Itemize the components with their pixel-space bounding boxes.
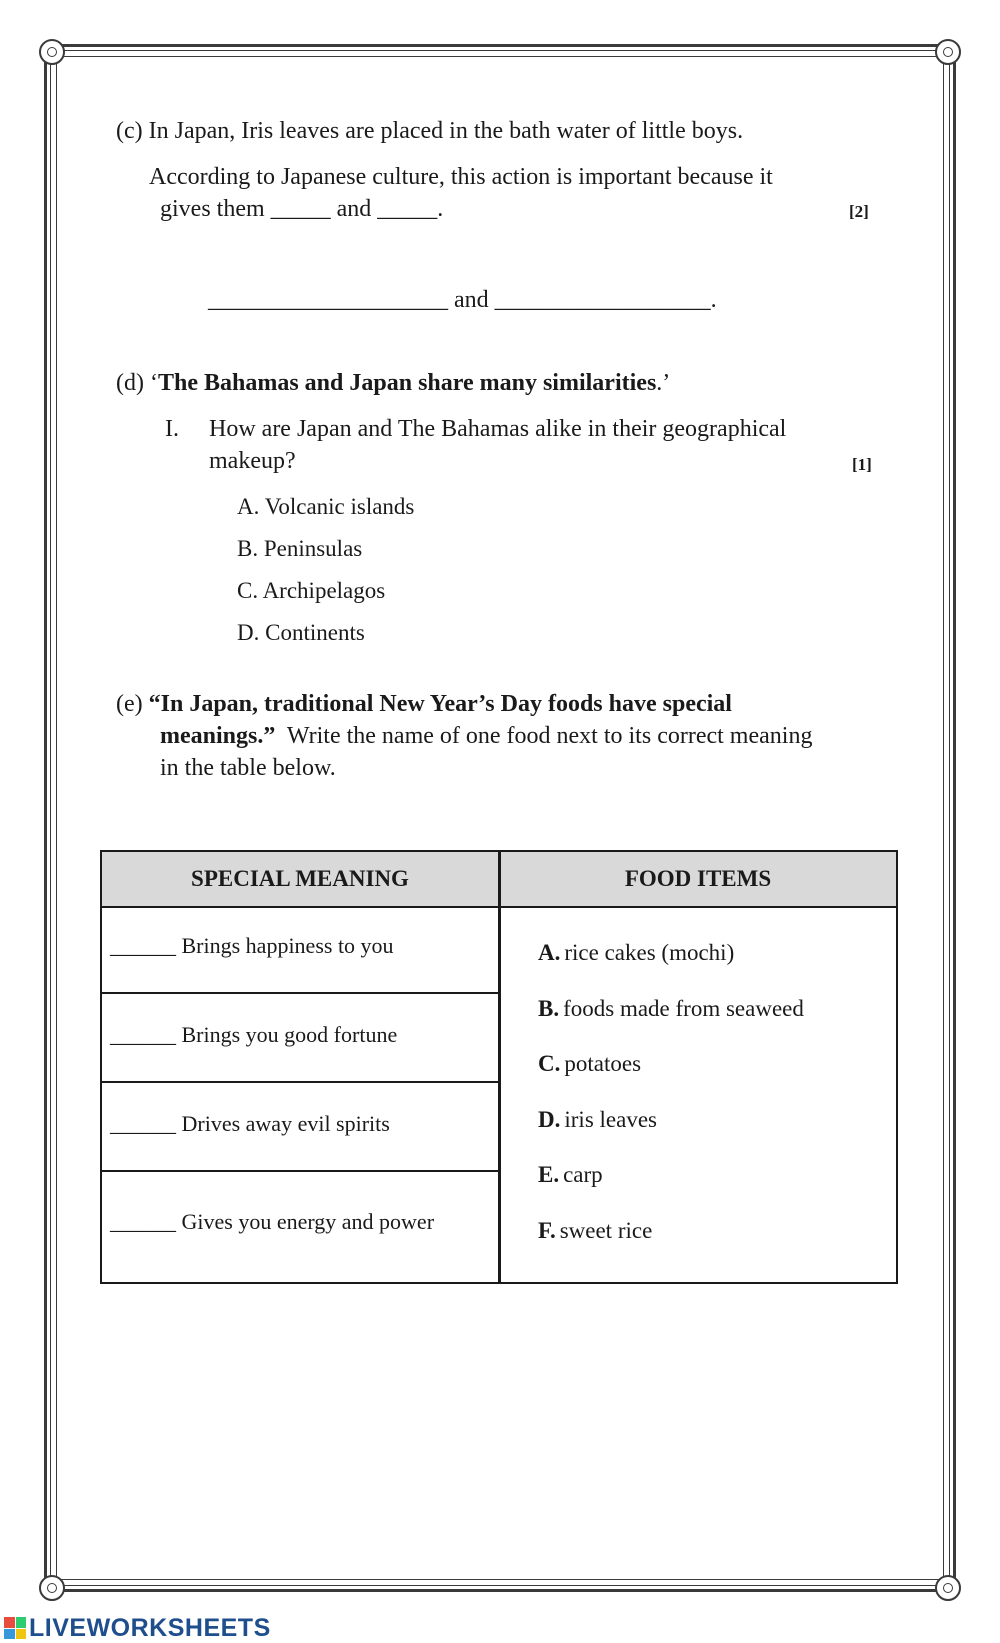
border-rule-bottom xyxy=(50,1585,950,1586)
meaning-row-energy-power[interactable]: ______ Gives you energy and power xyxy=(110,1209,435,1234)
border-rule-top xyxy=(50,50,950,51)
table-column-divider xyxy=(498,852,501,1282)
liveworksheets-brand-text: LIVEWORKSHEETS xyxy=(29,1613,271,1642)
liveworksheets-logo[interactable] xyxy=(4,1614,271,1642)
option-d[interactable]: D. Continents xyxy=(237,620,365,645)
header-food-items: FOOD ITEMS xyxy=(624,866,772,891)
food-name: potatoes xyxy=(564,1051,642,1076)
question-e-quote-line2: meanings.” xyxy=(160,723,276,749)
question-d-sub-number: I. xyxy=(165,416,179,442)
question-d-heading xyxy=(116,368,670,398)
question-d-statement: The Bahamas and Japan share many similarities xyxy=(157,370,657,396)
question-d-sub-line1: How are Japan and The Bahamas alike in their geographical xyxy=(209,416,787,442)
option-c[interactable]: C. Archipelagos xyxy=(237,578,386,603)
question-c-line2: According to Japanese culture, this action is important because it xyxy=(149,164,773,190)
question-e-instruction-line2: Write the name of one food next to its correct meaning xyxy=(275,723,813,749)
food-name: foods made from seaweed xyxy=(563,996,804,1021)
food-name: sweet rice xyxy=(559,1218,653,1243)
food-letter: E. xyxy=(538,1162,560,1187)
table-row-divider xyxy=(102,1170,499,1172)
question-d-suffix: .’ xyxy=(656,370,671,396)
meaning-row-happiness[interactable]: ______ Brings happiness to you xyxy=(110,933,394,958)
question-e-prefix: (e) xyxy=(116,691,149,717)
food-item-f xyxy=(538,1218,652,1244)
question-c-line1: (c) In Japan, Iris leaves are placed in the bath water of little boys. xyxy=(116,118,744,144)
food-item-b xyxy=(538,996,804,1022)
question-c-line3: gives them _____ and _____. xyxy=(160,196,444,222)
question-e-line1 xyxy=(116,689,732,719)
food-name: rice cakes (mochi) xyxy=(564,940,735,965)
question-c-answer-line[interactable]: ____________________ and __________________. xyxy=(208,287,717,313)
food-letter: B. xyxy=(538,996,560,1021)
food-item-d xyxy=(538,1107,657,1133)
meaning-row-evil-spirits[interactable]: ______ Drives away evil spirits xyxy=(110,1111,390,1136)
food-item-e xyxy=(538,1162,603,1188)
corner-ornament-top-right xyxy=(935,39,961,65)
corner-ornament-top-left xyxy=(39,39,65,65)
question-e-instruction-line3: in the table below. xyxy=(160,755,336,781)
question-d-prefix: (d) ‘ xyxy=(116,370,158,396)
question-e-quote-line1: “In Japan, traditional New Year’s Day foods have special xyxy=(148,691,732,717)
food-letter: D. xyxy=(538,1107,561,1132)
table-row-divider xyxy=(102,1081,499,1083)
border-rule-right xyxy=(949,50,950,1586)
border-rule-left xyxy=(50,50,51,1586)
food-letter: C. xyxy=(538,1051,561,1076)
question-d-sub-line2: makeup? xyxy=(209,448,296,474)
food-item-a xyxy=(538,940,734,966)
corner-ornament-bottom-right xyxy=(935,1575,961,1601)
food-name: carp xyxy=(563,1162,603,1187)
question-d-marks: [1] xyxy=(852,455,872,474)
meaning-row-good-fortune[interactable]: ______ Brings you good fortune xyxy=(110,1022,398,1047)
liveworksheets-logo-icon xyxy=(4,1617,26,1639)
food-letter: A. xyxy=(538,940,561,965)
matching-table xyxy=(100,850,898,1284)
corner-ornament-bottom-left xyxy=(39,1575,65,1601)
option-a[interactable]: A. Volcanic islands xyxy=(237,494,415,519)
question-c-marks: [2] xyxy=(849,202,869,221)
table-row-divider xyxy=(102,992,499,994)
header-special-meaning: SPECIAL MEANING xyxy=(191,866,409,891)
food-letter: F. xyxy=(538,1218,556,1243)
food-name: iris leaves xyxy=(564,1107,657,1132)
food-item-c xyxy=(538,1051,641,1077)
question-e-line2 xyxy=(160,721,812,751)
option-b[interactable]: B. Peninsulas xyxy=(237,536,363,561)
